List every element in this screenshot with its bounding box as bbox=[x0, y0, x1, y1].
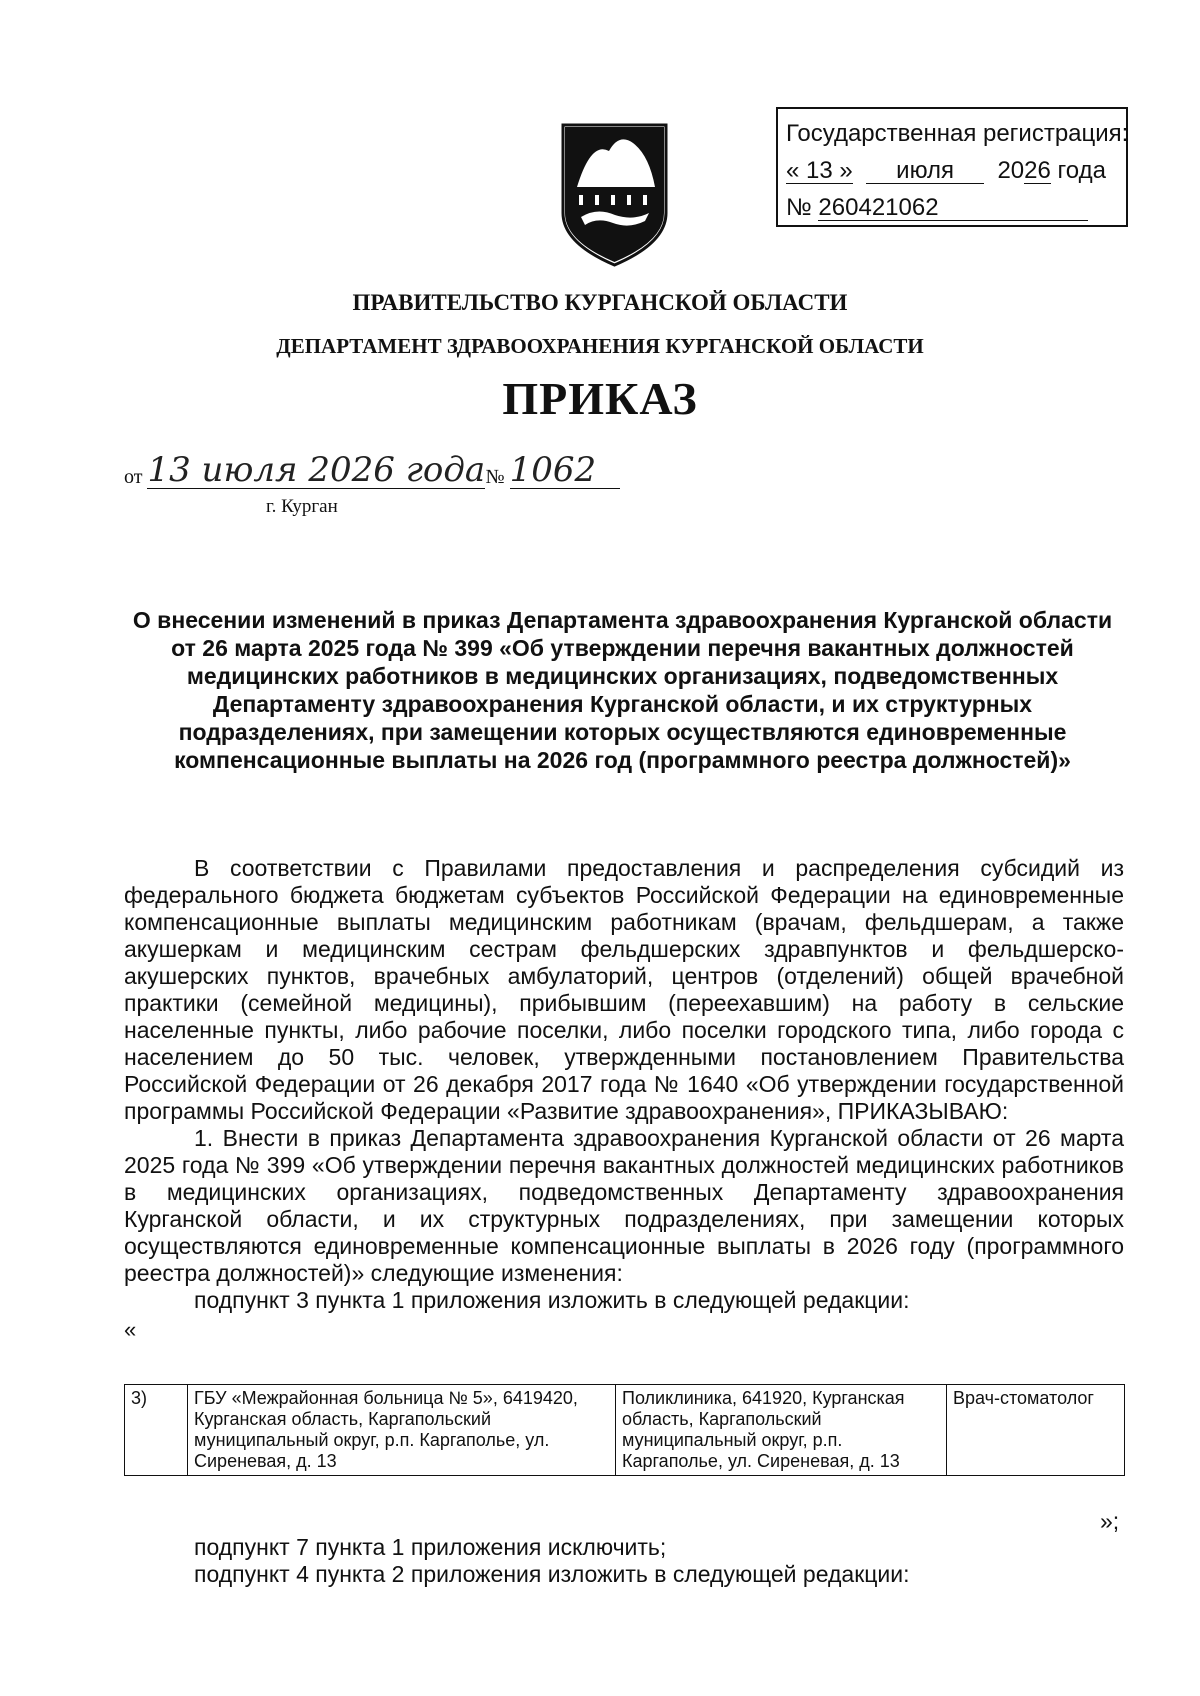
registration-title: Государственная регистрация: bbox=[786, 120, 1129, 147]
organization-cell: ГБУ «Межрайонная больница № 5», 6419420, Курганская область, Каргапольский муниципальный округ, р.п. Каргаполье, ул. Сиреневая, д. 13 bbox=[188, 1385, 616, 1476]
registration-day: 13 bbox=[806, 157, 833, 184]
registration-month: июля bbox=[866, 159, 984, 184]
registration-day-field: « 13 » bbox=[786, 157, 853, 184]
registration-year-suffix: 26 bbox=[1024, 157, 1051, 184]
order-title: О внесении изменений в приказ Департамента здравоохранения Курганской области от 26 марта 2025 года № 399 «Об утверждении перечня вакантных должностей медицинских работников в медицинских организациях, подведомственных Департаменту здравоохранения Курганской области, и их структурных подразделениях, при замещении которых осуществляются единовременные компенсационные выплаты на 2026 год (программного реестра должностей)» bbox=[132, 607, 1113, 773]
government-heading: ПРАВИТЕЛЬСТВО КУРГАНСКОЙ ОБЛАСТИ bbox=[352, 290, 848, 315]
order-date-handwritten: 13 июля 2026 года bbox=[147, 450, 486, 490]
document-type: ПРИКАЗ bbox=[502, 373, 698, 424]
row-number: 3) bbox=[125, 1385, 188, 1476]
order-number-handwritten: 1062 bbox=[510, 452, 620, 489]
item-1-paragraph: 1. Внести в приказ Департамента здравоохранения Курганской области от 26 марта 2025 года № 399 «Об утверждении перечня вакантных должностей медицинских работников в медицинских организациях, подведомственных Департаменту здравоохранения Курганской области, и их структурных подразделениях, при замещении которых осуществляются единовременные компенсационные выплаты в 2026 году (программного реестра должностей)» следующие изменения: bbox=[124, 1125, 1124, 1286]
department-heading: ДЕПАРТАМЕНТ ЗДРАВООХРАНЕНИЯ КУРГАНСКОЙ ОБЛАСТИ bbox=[276, 334, 924, 358]
registration-year-prefix: 20 bbox=[997, 157, 1025, 184]
subitem-3-paragraph: подпункт 3 пункта 1 приложения изложить в следующей редакции: bbox=[194, 1287, 910, 1313]
subitem-7-paragraph: подпункт 7 пункта 1 приложения исключить; bbox=[194, 1534, 667, 1560]
amendment-table bbox=[124, 1384, 1125, 1476]
order-body bbox=[124, 855, 1124, 1343]
registration-box bbox=[776, 107, 1128, 227]
registration-year-word: года bbox=[1057, 157, 1106, 184]
subitem-4-paragraph: подпункт 4 пункта 2 приложения изложить в следующей редакции: bbox=[194, 1561, 910, 1587]
close-quote: »; bbox=[1100, 1508, 1120, 1534]
unit-cell: Поликлиника, 641920, Курганская область, Каргапольский муниципальный округ, р.п. Каргаполье, ул. Сиреневая, д. 13 bbox=[616, 1385, 947, 1476]
coat-of-arms-icon bbox=[557, 121, 672, 269]
registration-number: 260421062 bbox=[818, 196, 1088, 221]
position-cell: Врач-стоматолог bbox=[947, 1385, 1125, 1476]
order-date-line bbox=[124, 452, 620, 489]
table-row bbox=[125, 1385, 1125, 1476]
order-number-label: № bbox=[485, 466, 505, 488]
open-quote: « bbox=[124, 1317, 137, 1342]
city: г. Курган bbox=[266, 496, 338, 517]
registration-number-label: № bbox=[786, 194, 812, 221]
preamble-paragraph: В соответствии с Правилами предоставления и распределения субсидий из федерального бюджета бюджетам субъектов Российской Федерации на единовременные компенсационные выплаты медицинским работникам (врачам, фельдшерам, а также акушеркам и медицинским сестрам фельдшерских здравпунктов и фельдшерско-акушерских пунктов, врачебных амбулаторий, центров (отделений) общей врачебной практики (семейной медицины), прибывшим (переехавшим) на работу в сельские населенные пункты, либо рабочие поселки, либо поселки городского типа, либо города с населением до 50 тыс. человек, утвержденными постановлением Правительства Российской Федерации от 26 декабря 2017 года № 1640 «Об утверждении государственной программы Российской Федерации «Развитие здравоохранения», ПРИКАЗЫВАЮ: bbox=[124, 855, 1124, 1124]
date-prefix: от bbox=[124, 466, 143, 488]
